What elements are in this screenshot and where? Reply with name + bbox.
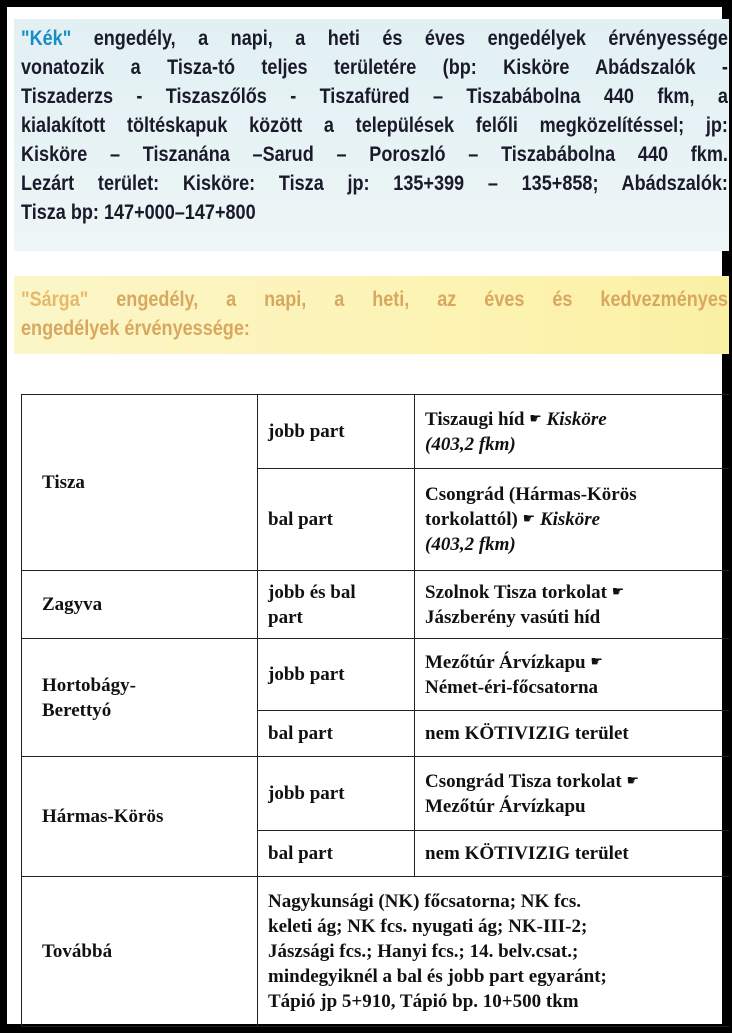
pointing-hand-icon: ☛ (529, 411, 542, 427)
segment-end: Német-éri-főcsatorna (425, 676, 599, 698)
segment-start: torkolattól) (425, 509, 518, 530)
text-line: mindegyiknél a bal és jobb part egyaránt; (268, 966, 607, 987)
river-cell: Továbbá (22, 877, 258, 1027)
segment-end: Kisköre (546, 408, 607, 430)
river-cell: Tisza (22, 395, 258, 571)
pointing-hand-icon: ☛ (522, 512, 536, 527)
bank-text: part (268, 606, 303, 628)
segment-start: Mezőtúr Árvízkapu (425, 651, 586, 673)
bank-cell: jobb part (258, 639, 415, 711)
text-line: Jászsági fcs.; Hanyi fcs.; 14. belv.csat.; (268, 941, 579, 962)
text-line: Tiszaderzs - Tiszaszőlős - Tiszafüred – Tiszabábolna 440 fkm, a (21, 85, 728, 108)
segment-cell (415, 757, 730, 831)
bank-text: jobb és bal (268, 581, 356, 603)
table-row (22, 571, 730, 639)
segment-end: Jászberény vasúti híd (425, 606, 601, 628)
pointing-hand-icon: ☛ (626, 773, 640, 789)
kek-permit-paragraph (21, 24, 728, 227)
segment-cell (415, 469, 730, 571)
text-line: Kisköre – Tiszanána –Sarud – Poroszló – Tiszabábolna 440 fkm. (21, 143, 728, 166)
continuation-cell (258, 877, 730, 1027)
river-text: Hortobágy- (42, 674, 136, 696)
text-line-part: engedély, a napi, a heti, az éves és kedvezményes (88, 288, 728, 311)
segment-end: Mezőtúr Árvízkapu (425, 795, 586, 817)
segment-start: Tiszaugi híd (425, 408, 525, 430)
segment-end: Kisköre (539, 509, 601, 530)
segment-cell: nem KÖTIVIZIG terület (415, 711, 730, 757)
document-page (14, 14, 729, 1031)
text-line-part: engedély, a napi, a heti és éves engedélyek érvényessége (71, 27, 728, 50)
segment-km: (403,2 fkm) (425, 433, 516, 455)
kek-label: "Kék" (21, 27, 72, 50)
segment-start: Csongrád Tisza torkolat (425, 770, 622, 792)
text-line: Tisza bp: 147+000–147+800 (21, 201, 256, 224)
segment-cell (415, 639, 730, 711)
bank-cell (258, 571, 415, 639)
river-cell: Hármas-Körös (22, 757, 258, 877)
bank-cell: bal part (258, 831, 415, 877)
segment-cell (415, 571, 730, 639)
river-text: Berettyó (42, 699, 112, 721)
bank-cell: jobb part (258, 395, 415, 469)
sarga-permit-paragraph (21, 285, 728, 343)
text-line: kialakított töltéskapuk között a települések felőli megközelítéssel; jp: (21, 114, 728, 137)
text-line: vonatozik a Tisza-tó teljes területére (bp: Kisköre Abádszalók - (21, 56, 728, 79)
text-line: Tápió jp 5+910, Tápió bp. 10+500 tkm (268, 991, 579, 1012)
segment-cell: nem KÖTIVIZIG terület (415, 831, 730, 877)
segment-start: Csongrád (Hármas-Körös (425, 484, 637, 505)
river-cell (22, 639, 258, 757)
table-row (22, 877, 730, 1027)
bank-cell: jobb part (258, 757, 415, 831)
sarga-label: "Sárga" (21, 288, 89, 311)
text-line (21, 285, 728, 314)
segment-cell (415, 395, 730, 469)
text-line: Nagykunsági (NK) főcsatorna; NK fcs. (268, 891, 581, 912)
bank-cell: bal part (258, 711, 415, 757)
validity-table (21, 394, 729, 1027)
pointing-hand-icon: ☛ (590, 654, 603, 670)
river-cell: Zagyva (22, 571, 258, 639)
table-row (22, 757, 730, 831)
table-row (22, 395, 730, 469)
segment-start: Szolnok Tisza torkolat (425, 581, 607, 603)
text-line (21, 24, 728, 53)
table-row (22, 639, 730, 711)
text-line: engedélyek érvényessége: (21, 317, 250, 340)
text-line: Lezárt terület: Kisköre: Tisza jp: 135+399 – 135+858; Abádszalók: (21, 172, 728, 195)
bank-cell: bal part (258, 469, 415, 571)
pointing-hand-icon: ☛ (611, 584, 625, 600)
text-line: keleti ág; NK fcs. nyugati ág; NK-III-2; (268, 916, 588, 937)
segment-km: (403,2 fkm) (425, 534, 516, 555)
